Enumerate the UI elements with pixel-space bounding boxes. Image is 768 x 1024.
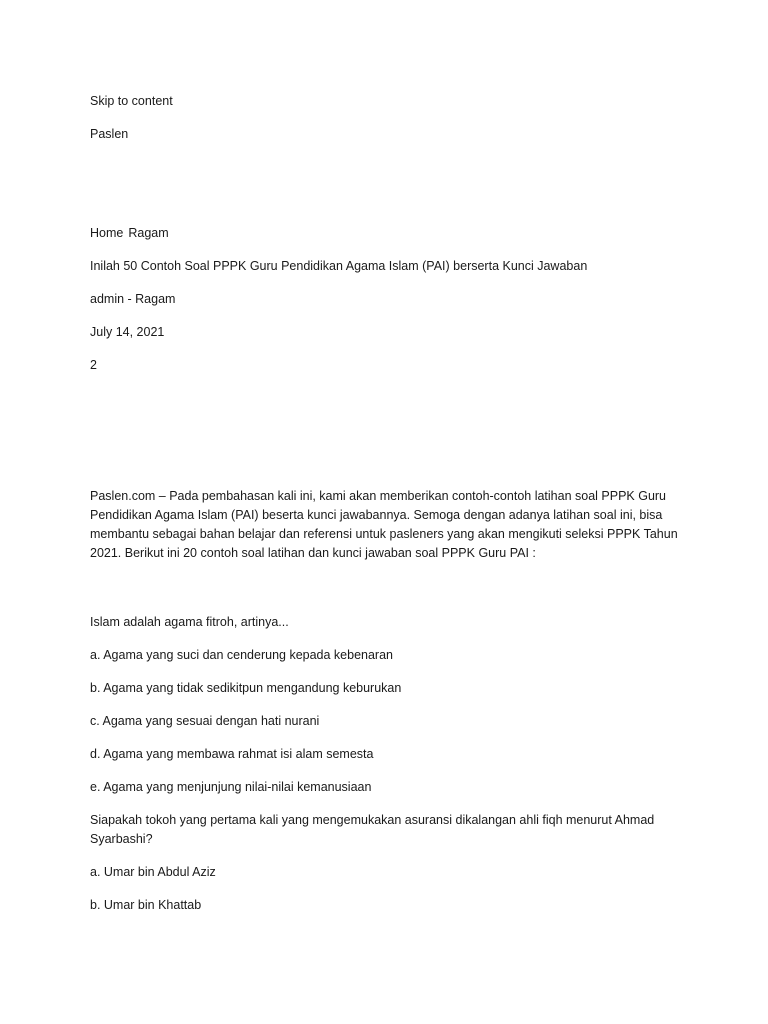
question-1-option-a: a. Agama yang suci dan cenderung kepada kebenaran [90,648,394,662]
intro-line: membantu sebagai bahan belajar dan referensi untuk pasleners yang akan mengikuti seleksi PPPK Tahun [90,527,678,541]
article-title: Inilah 50 Contoh Soal PPPK Guru Pendidikan Agama Islam (PAI) berserta Kunci Jawaban [90,259,588,273]
question-1-option-e: e. Agama yang menjunjung nilai-nilai kemanusiaan [90,780,372,794]
question-1-option-c: c. Agama yang sesuai dengan hati nurani [90,714,320,728]
question-2-text [90,811,690,849]
publish-date: July 14, 2021 [90,325,165,339]
question-2-option-a: a. Umar bin Abdul Aziz [90,865,216,879]
intro-paragraph [90,487,690,563]
site-name: Paslen [90,127,129,141]
breadcrumb-category-link[interactable]: Ragam [128,226,169,240]
comment-count: 2 [90,358,97,372]
question-2-line: Syarbashi? [90,832,153,846]
question-2-line: Siapakah tokoh yang pertama kali yang mengemukakan asuransi dikalangan ahli fiqh menurut Ahmad [90,813,655,827]
question-1-text: Islam adalah agama fitroh, artinya... [90,615,289,629]
question-1-option-d: d. Agama yang membawa rahmat isi alam semesta [90,747,374,761]
intro-line: Paslen.com – Pada pembahasan kali ini, kami akan memberikan contoh-contoh latihan soal PPPK Guru [90,489,667,503]
breadcrumb-home-link[interactable]: Home [90,226,124,240]
question-2-option-b: b. Umar bin Khattab [90,898,202,912]
intro-line: 2021. Berikut ini 20 contoh soal latihan dan kunci jawaban soal PPPK Guru PAI : [90,546,536,560]
breadcrumb [90,224,169,243]
question-1-option-b: b. Agama yang tidak sedikitpun mengandung keburukan [90,681,402,695]
intro-line: Pendidikan Agama Islam (PAI) beserta kunci jawabannya. Semoga dengan adanya latihan soal ini, bisa [90,508,663,522]
skip-to-content-link[interactable]: Skip to content [90,94,173,108]
author-line: admin - Ragam [90,292,176,306]
